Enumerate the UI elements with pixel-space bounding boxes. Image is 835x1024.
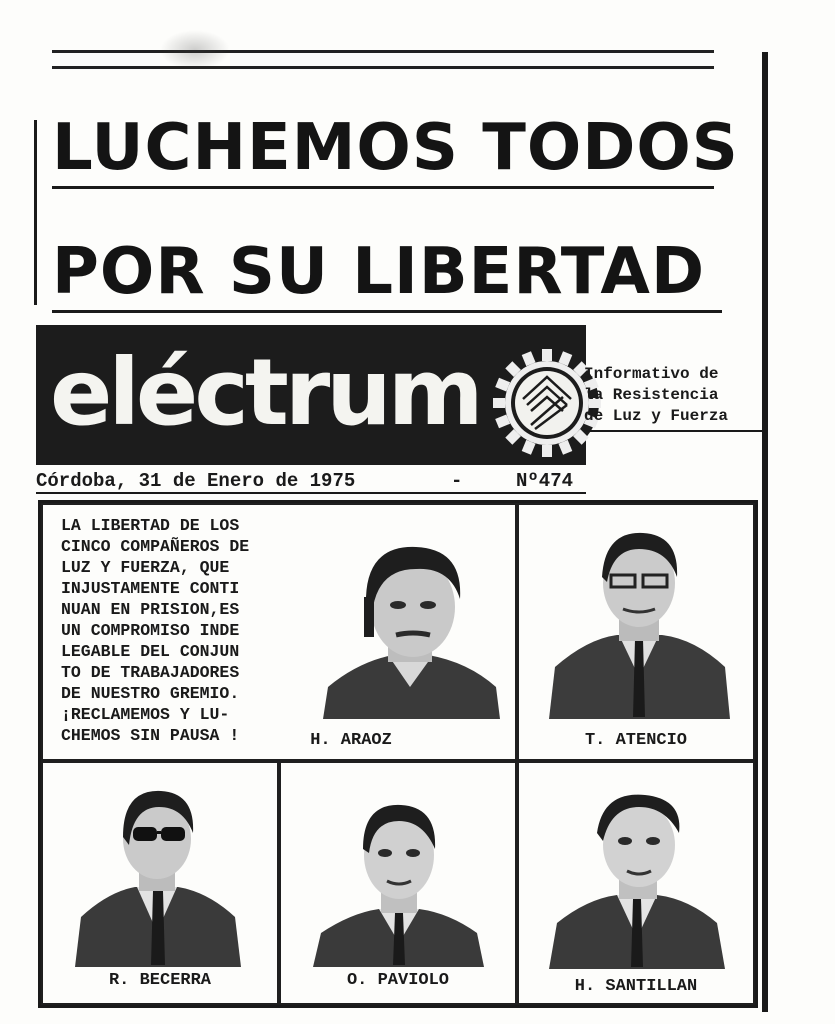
headline-line-2: POR SU LIBERTAD <box>52 235 706 309</box>
paper-smudge <box>160 30 230 70</box>
caption-becerra: R. BECERRA <box>108 971 212 990</box>
manifesto-line: NUAN EN PRISION,ES <box>61 600 240 619</box>
caption-araoz: H. ARAOZ <box>310 731 392 750</box>
masthead-tagline <box>584 364 764 427</box>
manifesto-and-araoz-cell <box>41 503 517 761</box>
photo-grid <box>38 500 758 1008</box>
caption-atencio: T. ATENCIO <box>584 731 688 750</box>
portrait-paviolo <box>311 803 486 967</box>
portrait-atencio <box>547 527 732 719</box>
issue-date: Córdoba, 31 de Enero de 1975 <box>36 470 356 492</box>
atencio-cell <box>517 503 755 761</box>
manifesto-line: DE NUESTRO GREMIO. <box>61 684 240 703</box>
manifesto-line: LA LIBERTAD DE LOS <box>61 516 240 535</box>
issue-number: Nº474 <box>516 470 574 492</box>
portrait-becerra <box>73 787 243 967</box>
headline-underline-2 <box>52 310 722 313</box>
right-border-rule <box>762 52 768 1012</box>
santillan-cell <box>517 761 755 1005</box>
dateline-rule <box>36 492 586 494</box>
top-rule-1 <box>52 50 714 53</box>
becerra-cell <box>41 761 279 1005</box>
dateline <box>36 470 586 492</box>
tagline-line: de Luz y Fuerza <box>584 407 729 425</box>
manifesto-text <box>61 515 249 746</box>
tagline-line: la Resistencia <box>584 386 719 404</box>
manifesto-line: INJUSTAMENTE CONTI <box>61 579 240 598</box>
left-border-tick <box>34 120 37 305</box>
manifesto-line: ¡RECLAMEMOS Y LU- <box>61 705 230 724</box>
dateline-separator: - <box>451 470 463 492</box>
paviolo-cell <box>279 761 517 1005</box>
manifesto-line: CINCO COMPAÑEROS DE <box>61 537 250 556</box>
masthead <box>36 325 586 465</box>
manifesto-line: TO DE TRABAJADORES <box>61 663 240 682</box>
manifesto-line: LEGABLE DEL CONJUN <box>61 642 240 661</box>
masthead-title: eléctrum <box>50 339 480 446</box>
caption-santillan: H. SANTILLAN <box>574 977 698 996</box>
portrait-santillan <box>547 793 727 969</box>
headline-line-1: LUCHEMOS TODOS <box>52 111 739 185</box>
tagline-line: Informativo de <box>584 365 719 383</box>
headline-underline-1 <box>52 186 714 189</box>
manifesto-line: CHEMOS SIN PAUSA ! <box>61 726 240 745</box>
caption-paviolo: O. PAVIOLO <box>346 971 450 990</box>
manifesto-line: UN COMPROMISO INDE <box>61 621 240 640</box>
portrait-araoz <box>318 537 503 719</box>
top-rule-2 <box>52 66 714 69</box>
manifesto-line: LUZ Y FUERZA, QUE <box>61 558 230 577</box>
tagline-rule <box>584 430 762 432</box>
